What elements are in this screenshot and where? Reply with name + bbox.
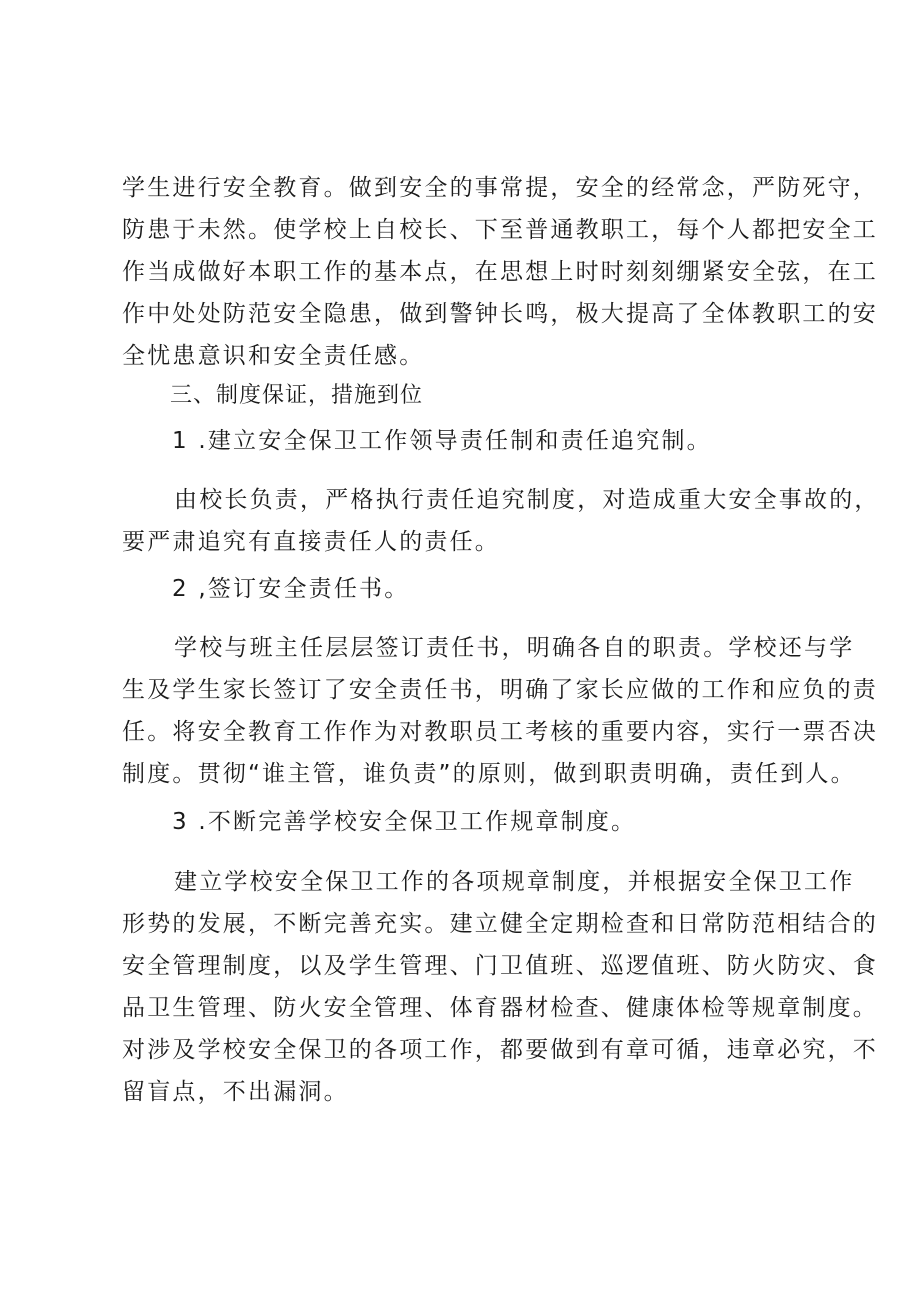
paragraph-line: 作中处处防范安全隐患，做到警钟长鸣，极大提高了全体教职工的安 bbox=[122, 301, 878, 327]
paragraph-line: 防患于未然。使学校上自校长、下至普通教职工，每个人都把安全工 bbox=[122, 217, 878, 243]
paragraph-line: 安全管理制度，以及学生管理、门卫值班、巡逻值班、防火防灾、食 bbox=[122, 953, 878, 979]
paragraph-line: 生及学生家长签订了安全责任书，明确了家长应做的工作和应负的责 bbox=[122, 677, 878, 703]
paragraph-line: 品卫生管理、防火安全管理、体育器材检查、健康体检等规章制度。 bbox=[122, 995, 878, 1021]
section-heading: 三、制度保证，措施到位 bbox=[170, 383, 424, 408]
paragraph-line: 学生进行安全教育。做到安全的事常提，安全的经常念，严防死守， bbox=[122, 175, 878, 201]
item-title: 3 .不断完善学校安全保卫工作规章制度。 bbox=[172, 809, 637, 835]
paragraph-line: 由校长负责，严格执行责任追究制度，对造成重大安全事故的， bbox=[174, 487, 880, 513]
paragraph-line: 对涉及学校安全保卫的各项工作，都要做到有章可循，违章必究，不 bbox=[122, 1037, 878, 1063]
paragraph-line: 学校与班主任层层签订责任书，明确各自的职责。学校还与学 bbox=[174, 635, 855, 661]
paragraph-line: 要严肃追究有直接责任人的责任。 bbox=[122, 529, 500, 555]
paragraph-line: 全忧患意识和安全责任感。 bbox=[122, 343, 425, 369]
paragraph-line: 形势的发展，不断完善充实。建立健全定期检查和日常防范相结合的 bbox=[122, 911, 878, 937]
paragraph-line: 任。将安全教育工作作为对教职员工考核的重要内容，实行一票否决 bbox=[122, 719, 878, 745]
item-title: 2 ,签订安全责任书。 bbox=[172, 576, 410, 602]
paragraph-line: 建立学校安全保卫工作的各项规章制度，并根据安全保卫工作 bbox=[174, 869, 855, 895]
paragraph-line: 留盲点，不出漏洞。 bbox=[122, 1079, 349, 1105]
item-title: 1 .建立安全保卫工作领导责任制和责任追究制。 bbox=[172, 428, 712, 454]
paragraph-line: 作当成做好本职工作的基本点，在思想上时时刻刻绷紧安全弦，在工 bbox=[122, 259, 878, 285]
paragraph-line: 制度。贯彻“谁主管，谁负责”的原则，做到职责明确，责任到人。 bbox=[122, 761, 856, 787]
